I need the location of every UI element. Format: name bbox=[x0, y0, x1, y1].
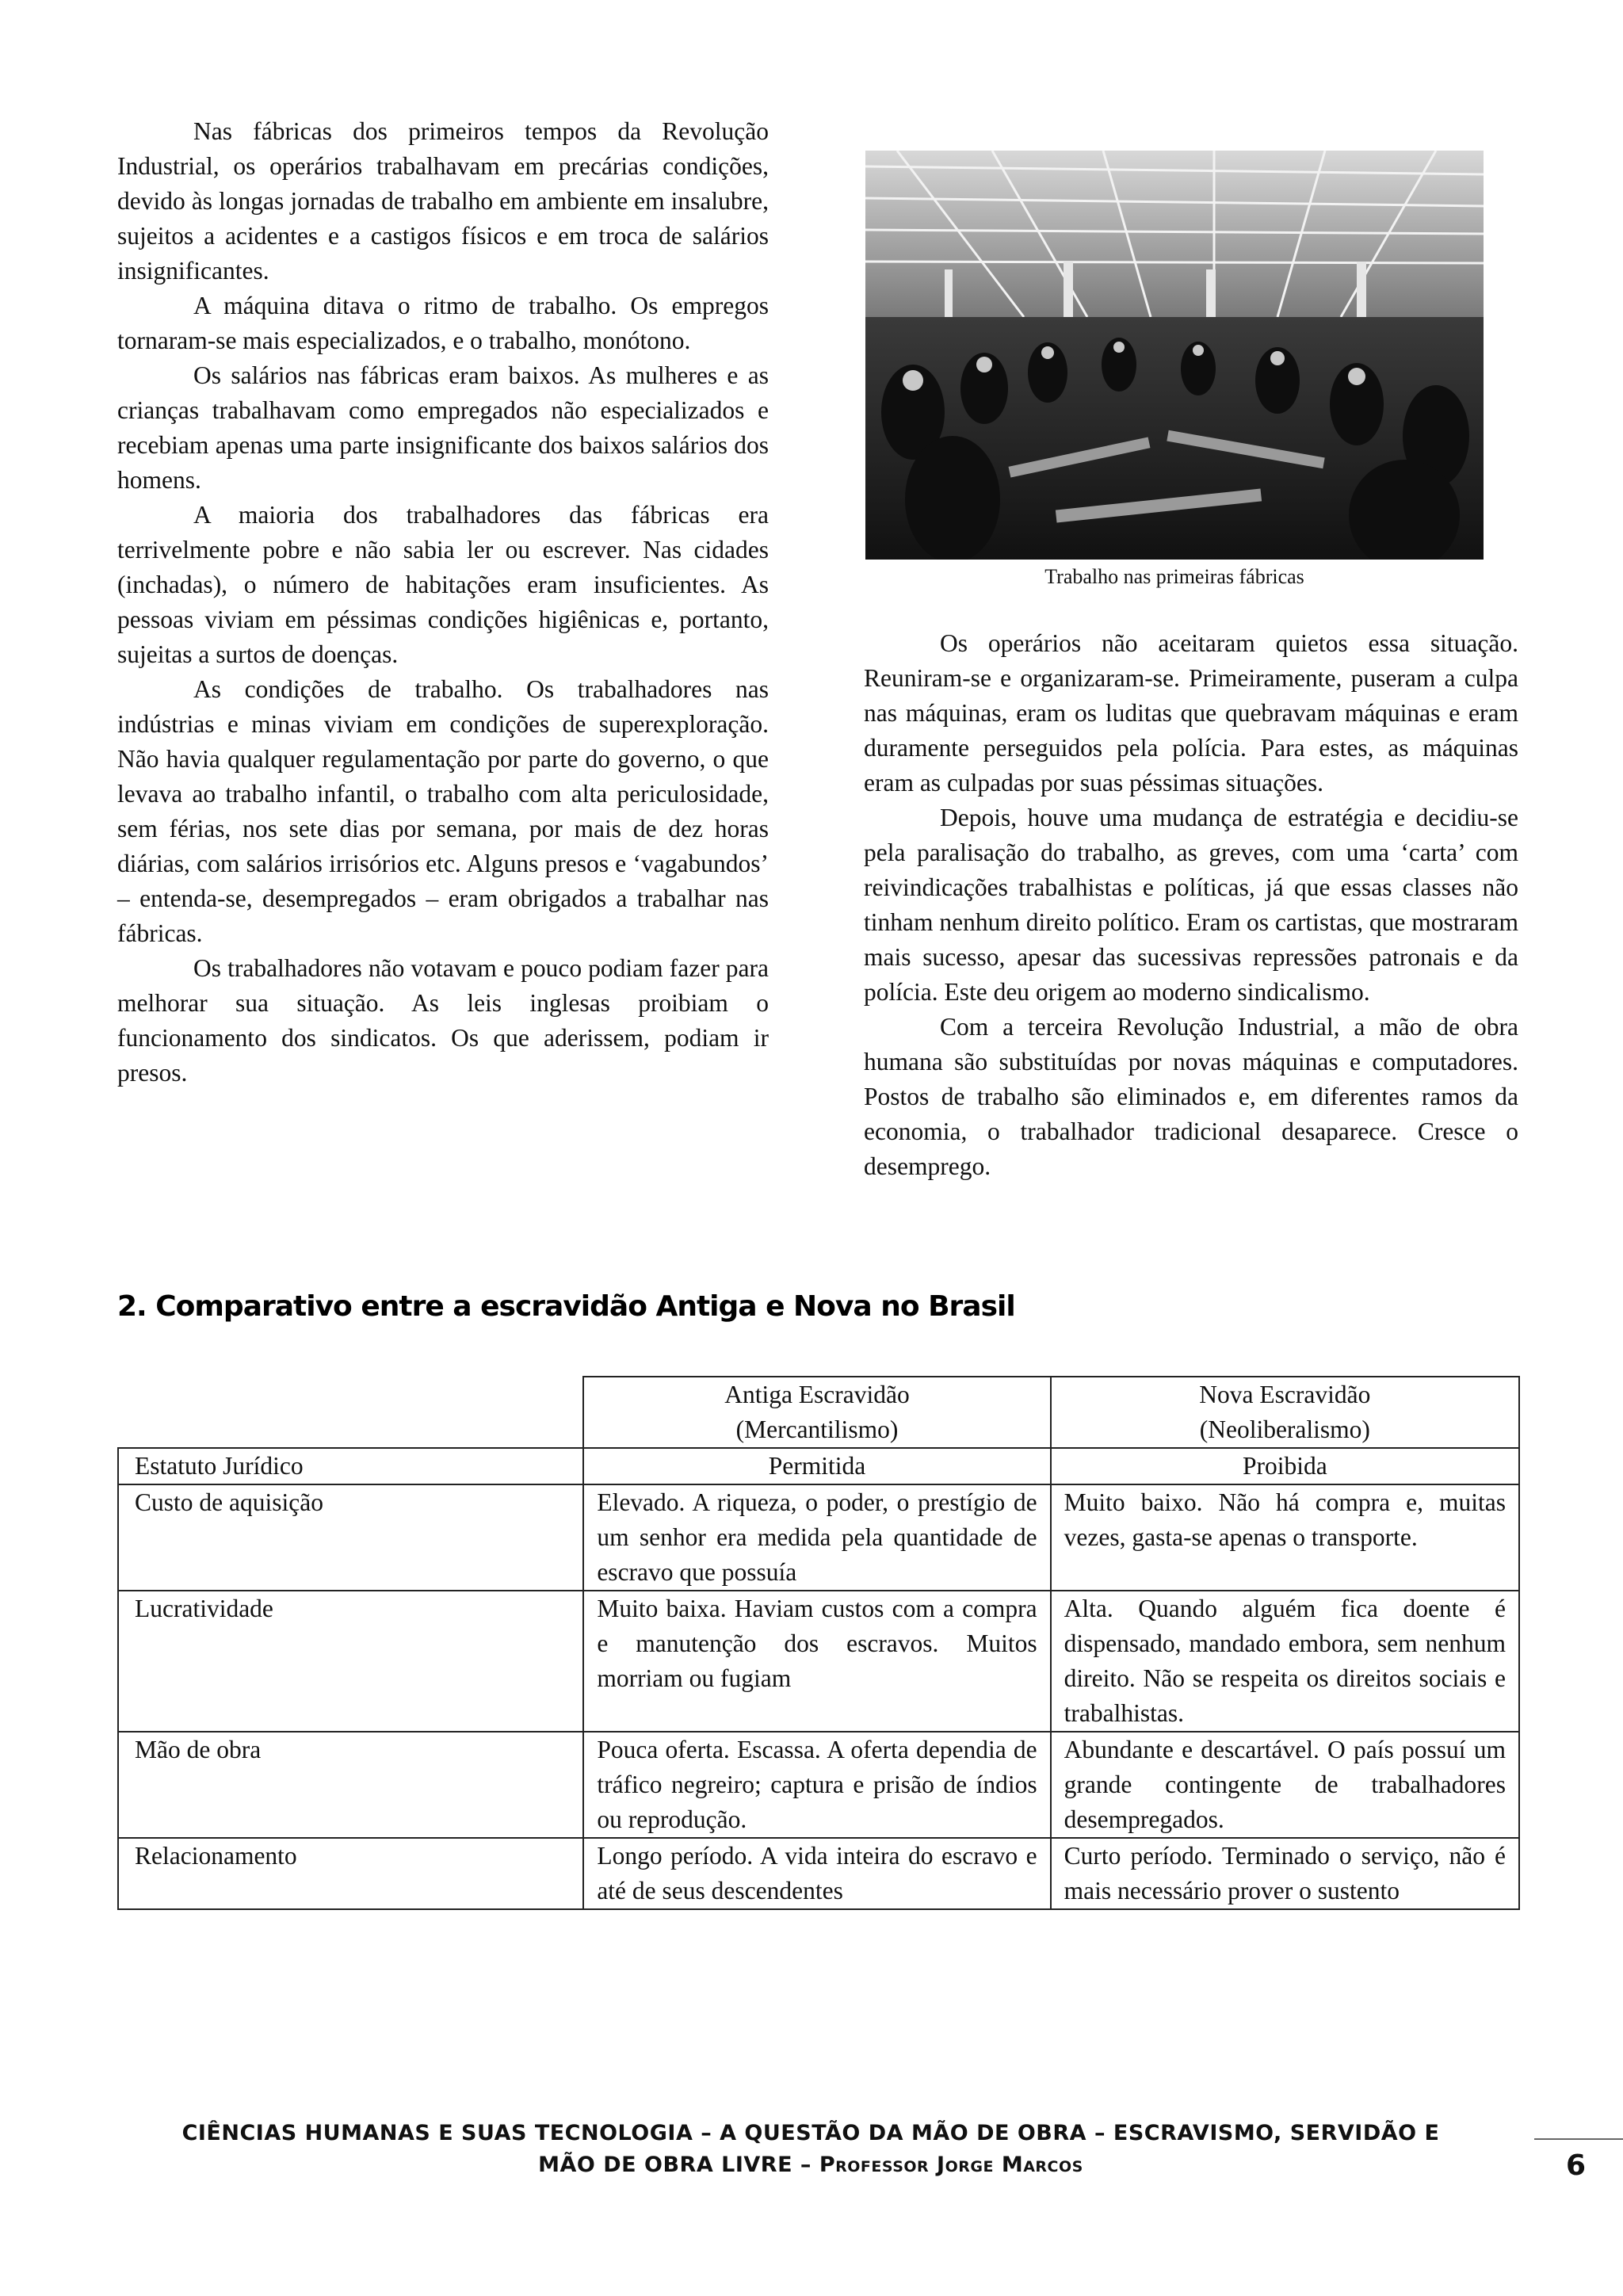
paragraph: Os operários não aceitaram quietos essa situação. Reuniram-se e organizaram-se. Primeiramente, puseram a culpa nas máquinas, eram os luditas que quebravam máquinas e eram duramente perseguidos pela polícia. Para estes, as máquinas eram as culpadas por suas péssimas situações. bbox=[864, 629, 1518, 797]
cell-old: Muito baixa. Haviam custos com a compra e manutenção dos escravos. Muitos morriam ou fugiam bbox=[583, 1591, 1050, 1732]
paragraph: Depois, houve uma mudança de estratégia e decidiu-se pela paralisação do trabalho, as greves, com uma ‘carta’ com reivindicações trabalhistas e políticas, já que essas classes não tinham nenhum direito político. Eram os cartistas, que mostraram mais sucesso, apesar das sucessivas repressões patronais e da polícia. Este deu origem ao moderno sindicalismo. bbox=[864, 804, 1518, 1006]
row-label: Lucratividade bbox=[118, 1591, 583, 1732]
cell-old: Pouca oferta. Escassa. A oferta dependia de tráfico negreiro; captura e prisão de índios ou reprodução. bbox=[583, 1732, 1050, 1838]
paragraph: Os salários nas fábricas eram baixos. As mulheres e as crianças trabalhavam como empregados não especializados e recebiam apenas uma parte insignificante dos baixos salários dos homens. bbox=[117, 361, 769, 494]
cell-old: Elevado. A riqueza, o poder, o prestígio de um senhor era medida pela quantidade de escravo que possuía bbox=[583, 1484, 1050, 1591]
paragraph: A máquina ditava o ritmo de trabalho. Os empregos tornaram-se mais especializados, e o trabalho, monótono. bbox=[117, 292, 769, 354]
figure-caption: Trabalho nas primeiras fábricas bbox=[1044, 565, 1304, 588]
row-label: Estatuto Jurídico bbox=[118, 1448, 583, 1484]
table-row bbox=[118, 1838, 1519, 1909]
header-old-slavery bbox=[583, 1377, 1050, 1448]
header-subtext: (Mercantilismo) bbox=[735, 1415, 899, 1443]
page-number: 6 bbox=[1566, 2149, 1587, 2182]
header-text: Antiga Escravidão bbox=[724, 1381, 910, 1408]
table-row bbox=[118, 1732, 1519, 1838]
row-label: Custo de aquisição bbox=[118, 1484, 583, 1591]
table-row bbox=[118, 1484, 1519, 1591]
paragraph: As condições de trabalho. Os trabalhadores nas indústrias e minas viviam em condições de superexploração. Não havia qualquer regulamentação por parte do governo, o que levava ao trabalho infantil, o trabalho com alta periculosidade, sem férias, nos sete dias por semana, por mais de dez horas diárias, com salários irrisórios etc. Alguns presos e ‘vagabundos’ – entenda-se, desempregados – eram obrigados a trabalhar nas fábricas. bbox=[117, 675, 769, 947]
cell-old: Permitida bbox=[583, 1448, 1050, 1484]
header-new-slavery bbox=[1051, 1377, 1519, 1448]
footer-subject: MÃO DE OBRA LIVRE – bbox=[538, 2153, 812, 2177]
footer-author: Professor Jorge Marcos bbox=[819, 2153, 1083, 2177]
section-title: 2. Comparativo entre a escravidão Antiga e Nova no Brasil bbox=[117, 1290, 1015, 1323]
footer-line: CIÊNCIAS HUMANAS E SUAS TECNOLOGIA – A QUESTÃO DA MÃO DE OBRA – ESCRAVISMO, SERVIDÃO E bbox=[181, 2121, 1440, 2145]
cell-new: Alta. Quando alguém fica doente é dispensado, mandado embora, sem nenhum direito. Não se respeita os direitos sociais e trabalhistas. bbox=[1051, 1591, 1519, 1732]
paragraph: Nas fábricas dos primeiros tempos da Revolução Industrial, os operários trabalhavam em precárias condições, devido às longas jornadas de trabalho em ambiente em insalubre, sujeitos a acidentes e a castigos físicos e em troca de salários insignificantes. bbox=[117, 117, 769, 285]
cell-new: Curto período. Terminado o serviço, não é mais necessário prover o sustento bbox=[1051, 1838, 1519, 1909]
row-label: Relacionamento bbox=[118, 1838, 583, 1909]
factory-photo bbox=[865, 151, 1484, 560]
cell-new: Proibida bbox=[1051, 1448, 1519, 1484]
cell-old: Longo período. A vida inteira do escravo e até de seus descendentes bbox=[583, 1838, 1050, 1909]
header-text: Nova Escravidão bbox=[1199, 1381, 1371, 1408]
paragraph: Os trabalhadores não votavam e pouco podiam fazer para melhorar sua situação. As leis inglesas proibiam o funcionamento dos sindicatos. Os que aderissem, podiam ir presos. bbox=[117, 954, 769, 1087]
cell-new: Muito baixo. Não há compra e, muitas vezes, gasta-se apenas o transporte. bbox=[1051, 1484, 1519, 1591]
left-column bbox=[117, 114, 769, 1091]
header-subtext: (Neoliberalismo) bbox=[1199, 1415, 1370, 1443]
footer-line bbox=[117, 2149, 1504, 2181]
page-footer bbox=[117, 2118, 1504, 2181]
table-row bbox=[118, 1591, 1519, 1732]
page-number-rule bbox=[1534, 2138, 1623, 2140]
table-corner-cell bbox=[118, 1377, 583, 1448]
cell-new: Abundante e descartável. O país possuí um grande contingente de trabalhadores desempregados. bbox=[1051, 1732, 1519, 1838]
paragraph: Com a terceira Revolução Industrial, a mão de obra humana são substituídas por novas máquinas e computadores. Postos de trabalho são eliminados e, em diferentes ramos da economia, o trabalhador tradicional desaparece. Cresce o desemprego. bbox=[864, 1013, 1518, 1180]
table-row bbox=[118, 1448, 1519, 1484]
right-column bbox=[864, 626, 1518, 1184]
paragraph: A maioria dos trabalhadores das fábricas era terrivelmente pobre e não sabia ler ou escrever. Nas cidades (inchadas), o número de habitações eram insuficientes. As pessoas viviam em péssimas condições higiênicas e, portanto, sujeitas a surtos de doenças. bbox=[117, 501, 769, 668]
comparison-table bbox=[117, 1376, 1520, 1910]
row-label: Mão de obra bbox=[118, 1732, 583, 1838]
table-header-row bbox=[118, 1377, 1519, 1448]
